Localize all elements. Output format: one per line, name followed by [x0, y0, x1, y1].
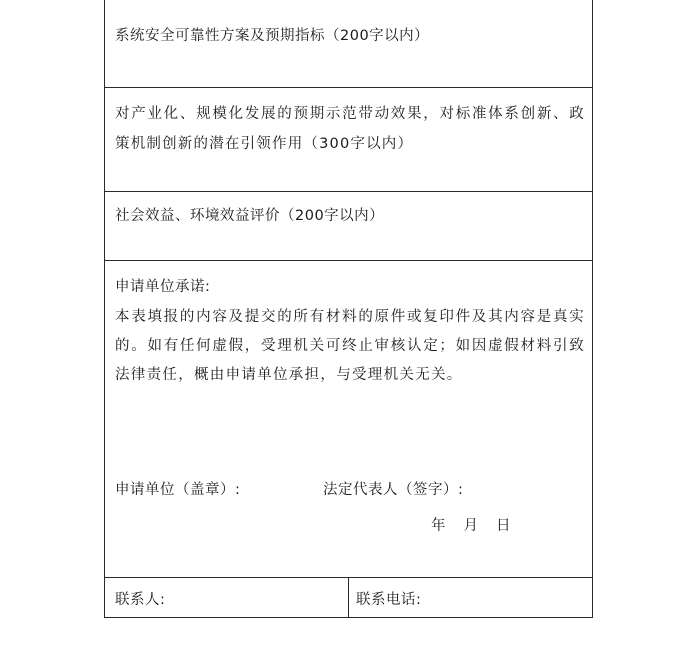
demo-effect-heading: 对产业化、规模化发展的预期示范带动效果，对标准体系创新、政策机制创新的潜在引领作用（300字以内） — [115, 106, 585, 152]
safety-plan-heading: 系统安全可靠性方案及预期指标（200字以内） — [115, 28, 430, 44]
contact-person-label: 联系人: — [115, 592, 166, 608]
applicant-seal-label: 申请单位（盖章）: — [115, 482, 241, 498]
date-year-label: 年 — [431, 518, 446, 534]
contact-divider — [348, 578, 349, 617]
commitment-title: 申请单位承诺: — [115, 279, 211, 295]
contact-person-field[interactable] — [115, 588, 211, 609]
contact-section — [105, 578, 592, 617]
contact-phone-label: 联系电话: — [356, 592, 422, 608]
commitment-section — [105, 261, 592, 578]
application-form-table — [104, 0, 593, 618]
demo-effect-section — [105, 88, 592, 192]
date-day-label: 日 — [496, 518, 511, 534]
legal-rep-signature-label: 法定代表人（签字）: — [323, 482, 464, 498]
safety-plan-section — [105, 0, 592, 88]
contact-phone-field[interactable] — [356, 588, 467, 609]
commitment-body: 本表填报的内容及提交的所有材料的原件或复印件及其内容是真实的。如有任何虚假，受理机关可终止审核认定；如因虚假材料引致法律责任，概由申请单位承担，与受理机关无关。 — [115, 309, 585, 383]
social-benefit-heading: 社会效益、环境效益评价（200字以内） — [115, 208, 385, 224]
date-line — [431, 514, 511, 535]
date-month-label: 月 — [463, 518, 478, 534]
social-benefit-section — [105, 192, 592, 261]
